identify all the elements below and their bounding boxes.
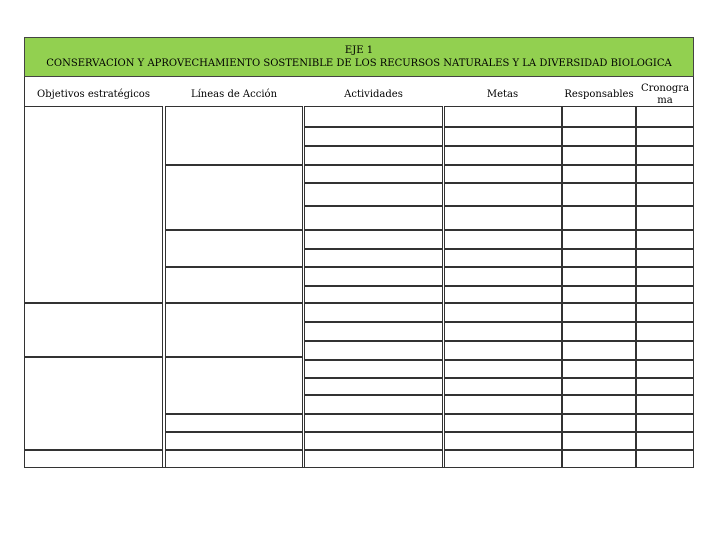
objetivo-cell <box>24 357 163 450</box>
linea-cell <box>165 267 303 303</box>
table-cell <box>444 322 562 341</box>
table-cell <box>304 165 443 183</box>
linea-cell <box>165 303 303 357</box>
table-cell <box>562 183 636 206</box>
table-cell <box>562 303 636 322</box>
table-cell <box>636 360 694 378</box>
table-cell <box>636 395 694 414</box>
table-cell <box>636 127 694 146</box>
axis-subtitle: CONSERVACION Y APROVECHAMIENTO SOSTENIBLE DE LOS RECURSOS NATURALES Y LA DIVERSIDAD BIOLOGICA <box>46 58 672 69</box>
table-cell <box>562 341 636 360</box>
table-cell <box>562 267 636 286</box>
col-header-lineas: Líneas de Acción <box>190 89 278 100</box>
table-cell <box>562 206 636 230</box>
table-cell <box>304 106 443 127</box>
table-cell <box>444 432 562 450</box>
table-cell <box>304 395 443 414</box>
table-cell <box>562 286 636 303</box>
objetivo-cell <box>24 106 163 303</box>
table-cell <box>444 395 562 414</box>
plan-table <box>24 37 694 468</box>
linea-cell <box>165 165 303 230</box>
linea-cell <box>165 432 303 450</box>
table-cell <box>636 432 694 450</box>
table-cell <box>636 378 694 395</box>
table-cell <box>562 106 636 127</box>
table-cell <box>444 249 562 267</box>
table-cell <box>444 414 562 432</box>
table-cell <box>562 450 636 468</box>
table-cell <box>304 183 443 206</box>
col-header-cronograma: Cronogra ma <box>640 83 690 106</box>
table-cell <box>444 146 562 165</box>
table-cell <box>444 165 562 183</box>
table-cell <box>562 414 636 432</box>
table-cell <box>304 378 443 395</box>
table-cell <box>304 432 443 450</box>
table-cell <box>636 341 694 360</box>
table-cell <box>636 414 694 432</box>
table-cell <box>562 432 636 450</box>
table-cell <box>636 286 694 303</box>
linea-cell <box>165 414 303 432</box>
col-header-responsables: Responsables <box>564 89 634 100</box>
table-cell <box>444 267 562 286</box>
table-cell <box>636 267 694 286</box>
table-cell <box>444 378 562 395</box>
table-cell <box>444 286 562 303</box>
table-cell <box>304 286 443 303</box>
table-cell <box>562 146 636 165</box>
linea-cell <box>165 357 303 414</box>
table-cell <box>444 127 562 146</box>
table-cell <box>444 303 562 322</box>
table-cell <box>562 395 636 414</box>
table-cell <box>304 414 443 432</box>
table-cell <box>304 450 443 468</box>
linea-cell <box>165 450 303 468</box>
table-cell <box>304 230 443 249</box>
table-cell <box>304 206 443 230</box>
table-cell <box>304 341 443 360</box>
table-cell <box>444 206 562 230</box>
table-cell <box>636 450 694 468</box>
table-cell <box>562 165 636 183</box>
objetivo-cell <box>24 303 163 357</box>
axis-banner <box>24 37 694 77</box>
table-cell <box>636 146 694 165</box>
table-cell <box>304 127 443 146</box>
table-cell <box>304 303 443 322</box>
table-cell <box>636 183 694 206</box>
table-cell <box>444 360 562 378</box>
axis-title: EJE 1 <box>344 45 374 56</box>
table-cell <box>444 341 562 360</box>
table-cell <box>562 378 636 395</box>
table-cell <box>636 322 694 341</box>
table-cell <box>636 249 694 267</box>
table-cell <box>562 322 636 341</box>
table-cell <box>636 106 694 127</box>
col-header-actividades: Actividades <box>344 89 403 100</box>
table-cell <box>562 230 636 249</box>
table-cell <box>304 322 443 341</box>
linea-cell <box>165 230 303 267</box>
table-cell <box>444 450 562 468</box>
table-cell <box>444 106 562 127</box>
table-cell <box>562 249 636 267</box>
table-cell <box>636 303 694 322</box>
linea-cell <box>165 106 303 165</box>
table-cell <box>444 183 562 206</box>
table-cell <box>562 127 636 146</box>
table-cell <box>636 165 694 183</box>
col-header-objetivos: Objetivos estratégicos <box>37 89 150 100</box>
table-cell <box>304 146 443 165</box>
col-header-metas: Metas <box>486 89 519 100</box>
table-cell <box>636 206 694 230</box>
table-cell <box>304 360 443 378</box>
table-cell <box>636 230 694 249</box>
table-cell <box>304 267 443 286</box>
table-cell <box>562 360 636 378</box>
table-cell <box>444 230 562 249</box>
objetivo-cell <box>24 450 163 468</box>
table-cell <box>304 249 443 267</box>
